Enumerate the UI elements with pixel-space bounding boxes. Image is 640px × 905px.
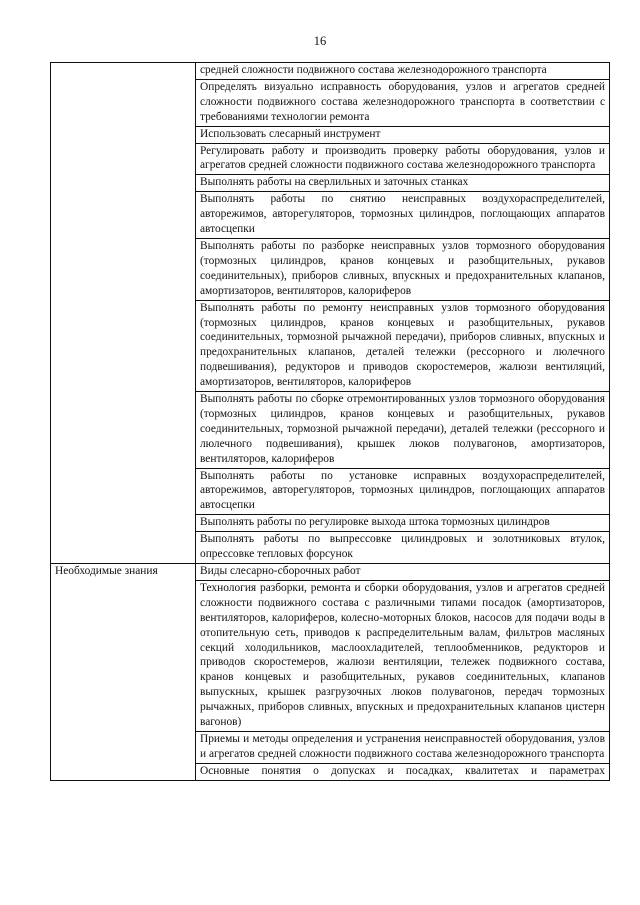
skill-item: Выполнять работы на сверлильных и заточных станках [196,175,610,192]
page-number: 16 [313,34,327,48]
competency-table [50,62,610,781]
knowledge-item: Основные понятия о допусках и посадках, квалитетах и параметрах [196,763,610,780]
knowledge-item: Приемы и методы определения и устранения неисправностей оборудования, узлов и агрегатов средней сложности подвижного состава железнодорожного транспорта [196,731,610,763]
knowledge-item: Виды слесарно-сборочных работ [196,564,610,581]
row-label-skills [51,63,196,564]
skill-item: Регулировать работу и производить проверку работы оборудования, узлов и агрегатов средней сложности подвижного состава железнодорожного транспорта [196,143,610,175]
skill-item: Выполнять работы по выпрессовке цилиндровых и золотниковых втулок, опрессовке тепловых форсунок [196,532,610,564]
skill-item: Выполнять работы по сборке отремонтированных узлов тормозного оборудования (тормозных цилиндров, кранов концевых и разобщительных, рукавов соединительных, тормозной рычажной передачи), деталей тележки (рессорного и люлечного подвешивания), крышек люков полувагонов, амортизаторов, вентиляторов, калориферов [196,392,610,469]
table-row [51,63,610,80]
skill-item: Выполнять работы по установке исправных воздухораспределителей, авторежимов, авторегуляторов, тормозных цилиндров, поглощающих аппаратов автосцепки [196,468,610,515]
skill-item: Использовать слесарный инструмент [196,126,610,143]
row-label-knowledge: Необходимые знания [51,564,196,781]
table-row [51,564,610,581]
skill-item: Выполнять работы по снятию неисправных воздухораспределителей, авторежимов, авторегуляторов, тормозных цилиндров, поглощающих аппаратов автосцепки [196,192,610,239]
skill-item: средней сложности подвижного состава железнодорожного транспорта [196,63,610,80]
skill-item: Определять визуально исправность оборудования, узлов и агрегатов средней сложности подвижного состава железнодорожного транспорта в соответствии с требованиями технологии ремонта [196,79,610,126]
skill-item: Выполнять работы по ремонту неисправных узлов тормозного оборудования (тормозных цилиндров, кранов концевых и разобщительных, рукавов соединительных, тормозной рычажной передачи), приборов сливных, впускных и предохранительных клапанов, деталей тележки (рессорного и люлечного подвешивания), редукторов и приводов скоростемеров, жалюзи вентиляций, амортизаторов, вентиляторов, калориферов [196,300,610,391]
knowledge-item: Технология разборки, ремонта и сборки оборудования, узлов и агрегатов средней сложности подвижного состава с различными типами посадок (амортизаторов, вентиляторов, калориферов, колесно-моторных блоков, насосов для подачи воды в отопительную сеть, приводов к распределительным валам, фильтров масляных секций холодильников, маслоохладителей, теплообменников, редукторов и приводов скоростемеров, жалюзи вентиляции, тележек подвижного состава, кранов концевых и разобщительных, рукавов соединительных, клапанов выпускных, крышек разгрузочных люков полувагонов, передач тормозных рычажных, приборов сливных, впускных и предохранительных клапанов цистерн вагонов) [196,580,610,731]
skill-item: Выполнять работы по разборке неисправных узлов тормозного оборудования (тормозных цилиндров, кранов концевых и разобщительных, рукавов соединительных), приборов сливных, впускных и предохранительных клапанов, амортизаторов, вентиляторов, калориферов [196,238,610,300]
skill-item: Выполнять работы по регулировке выхода штока тормозных цилиндров [196,515,610,532]
